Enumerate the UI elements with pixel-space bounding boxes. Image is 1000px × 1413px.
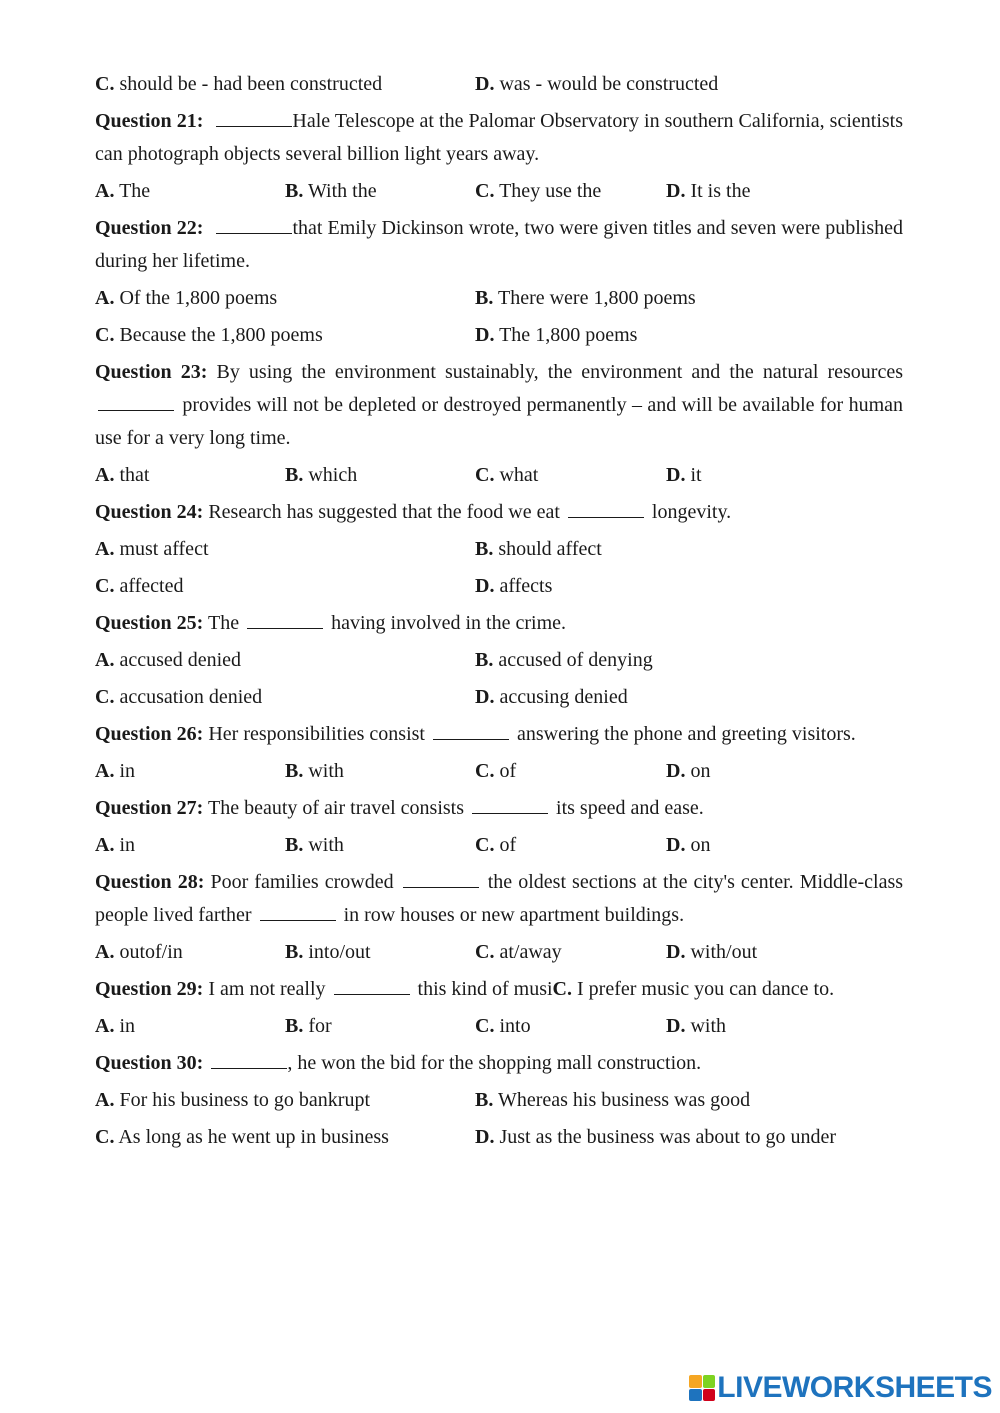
option-b[interactable]: B. which: [285, 464, 358, 486]
question-label: Question 30:: [95, 1052, 204, 1074]
options-row-q22b: [95, 319, 903, 352]
answer-blank[interactable]: [247, 610, 323, 629]
option-c[interactable]: C. of: [475, 834, 517, 856]
question-30: Question 30: , he won the bid for the shopping mall construction.: [95, 1052, 702, 1074]
question-label: Question 29:: [95, 978, 204, 1000]
option-c[interactable]: C. should be - had been constructed: [95, 73, 383, 95]
answer-blank[interactable]: [216, 215, 292, 234]
options-row-q24a: [95, 533, 903, 566]
option-d[interactable]: D. Just as the business was about to go under: [475, 1126, 837, 1148]
option-a[interactable]: A. in: [95, 834, 136, 856]
option-d[interactable]: D. It is the: [666, 180, 751, 202]
option-a[interactable]: A. For his business to go bankrupt: [95, 1089, 371, 1111]
question-label: Question 27:: [95, 797, 204, 819]
option-b[interactable]: B. should affect: [475, 538, 602, 560]
option-a[interactable]: A. accused denied: [95, 649, 242, 671]
option-a[interactable]: A. Of the 1,800 poems: [95, 287, 278, 309]
options-row-q27: [95, 829, 903, 862]
answer-blank[interactable]: [216, 108, 292, 127]
option-c[interactable]: C. As long as he went up in business: [95, 1126, 389, 1148]
options-row-q30a: [95, 1084, 903, 1117]
option-c[interactable]: C. accusation denied: [95, 686, 263, 708]
question-label: Question 28:: [95, 871, 205, 893]
option-c[interactable]: C. Because the 1,800 poems: [95, 324, 323, 346]
options-row-q22a: [95, 282, 903, 315]
logo-text: LIVEWORKSHEETS: [717, 1371, 992, 1404]
option-d[interactable]: D. affects: [475, 575, 553, 597]
question-label: Question 24:: [95, 501, 204, 523]
question-26: Question 26: Her responsibilities consist answering the phone and greeting visitors.: [95, 723, 856, 745]
option-d[interactable]: D. on: [666, 760, 711, 782]
answer-blank[interactable]: [260, 902, 336, 921]
option-c[interactable]: C. at/away: [475, 941, 562, 963]
question-23: Question 23: By using the environment sustainably, the environment and the natural resources provides will not be depleted or destroyed permanently – and will be available for human use for a very long time.: [95, 361, 904, 449]
option-a[interactable]: A. The: [95, 180, 151, 202]
answer-blank[interactable]: [334, 976, 410, 995]
options-row-q26: [95, 755, 903, 788]
option-c[interactable]: C. They use the: [475, 180, 602, 202]
option-d[interactable]: D. it: [666, 464, 702, 486]
option-d[interactable]: D. on: [666, 834, 711, 856]
question-27: Question 27: The beauty of air travel consists its speed and ease.: [95, 797, 704, 819]
question-25: Question 25: The having involved in the crime.: [95, 612, 567, 634]
option-d[interactable]: D. accusing denied: [475, 686, 628, 708]
options-row-q28: [95, 936, 903, 969]
question-label: Question 23:: [95, 361, 208, 383]
answer-blank[interactable]: [568, 499, 644, 518]
option-b[interactable]: B. for: [285, 1015, 332, 1037]
options-row-q25a: [95, 644, 903, 677]
answer-blank[interactable]: [472, 795, 548, 814]
option-c[interactable]: C. of: [475, 760, 517, 782]
option-a[interactable]: A. in: [95, 760, 136, 782]
option-d[interactable]: D. The 1,800 poems: [475, 324, 638, 346]
question-label: Question 21:: [95, 110, 204, 132]
answer-blank[interactable]: [403, 869, 479, 888]
option-d[interactable]: D. with: [666, 1015, 727, 1037]
option-c[interactable]: C. into: [475, 1015, 531, 1037]
options-row-q25b: [95, 681, 903, 714]
options-row-q20: [95, 68, 903, 101]
question-22: Question 22: that Emily Dickinson wrote, two were given titles and seven were published during her lifetime.: [95, 217, 903, 272]
option-a[interactable]: A. in: [95, 1015, 136, 1037]
liveworksheets-logo: [689, 1371, 992, 1405]
option-a[interactable]: A. outof/in: [95, 941, 183, 963]
option-d[interactable]: D. with/out: [666, 941, 758, 963]
option-d[interactable]: D. was - would be constructed: [475, 73, 719, 95]
question-28: Question 28: Poor families crowded the oldest sections at the city's center. Middle-class people lived farther in row houses or new apartment buildings.: [95, 871, 904, 926]
question-label: Question 25:: [95, 612, 204, 634]
options-row-q23: [95, 459, 903, 492]
question-24: Question 24: Research has suggested that the food we eat longevity.: [95, 501, 732, 523]
option-b[interactable]: B. with: [285, 834, 344, 856]
options-row-q21: [95, 175, 903, 208]
option-b[interactable]: B. There were 1,800 poems: [475, 287, 696, 309]
option-b[interactable]: B. with: [285, 760, 344, 782]
answer-blank[interactable]: [211, 1050, 287, 1069]
answer-blank[interactable]: [98, 392, 174, 411]
option-c[interactable]: C. what: [475, 464, 539, 486]
option-c[interactable]: C. affected: [95, 575, 184, 597]
option-a[interactable]: A. that: [95, 464, 150, 486]
question-29: Question 29: I am not really this kind of musiC. I prefer music you can dance to.: [95, 978, 835, 1000]
options-row-q30b: [95, 1121, 903, 1154]
option-b[interactable]: B. into/out: [285, 941, 371, 963]
options-row-q29: [95, 1010, 903, 1043]
worksheet-page: [95, 68, 903, 1158]
option-b[interactable]: B. With the: [285, 180, 377, 202]
answer-blank[interactable]: [433, 721, 509, 740]
option-a[interactable]: A. must affect: [95, 538, 209, 560]
option-b[interactable]: B. accused of denying: [475, 649, 653, 671]
question-label: Question 26:: [95, 723, 204, 745]
logo-icon: [689, 1375, 715, 1401]
question-21: Question 21: Hale Telescope at the Palomar Observatory in southern California, scientists can photograph objects several billion light years away.: [95, 110, 903, 165]
options-row-q24b: [95, 570, 903, 603]
option-b[interactable]: B. Whereas his business was good: [475, 1089, 751, 1111]
question-label: Question 22:: [95, 217, 204, 239]
